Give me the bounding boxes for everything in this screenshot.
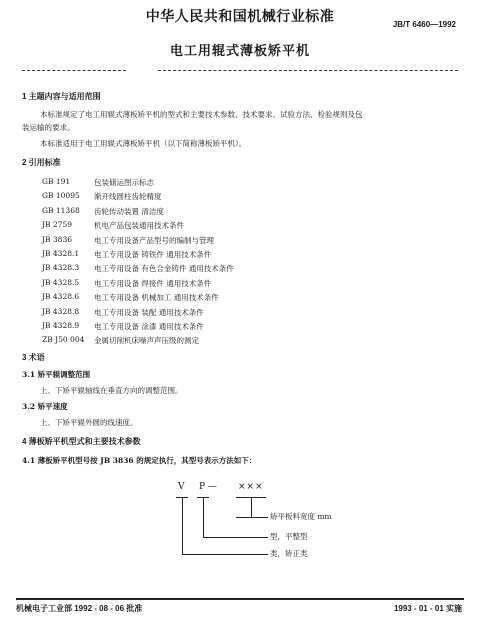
reference-title: 渐开线圆柱齿轮精度 xyxy=(94,192,162,202)
section-3-heading: 3 术语 xyxy=(22,353,45,362)
section-1-heading: 1 主题内容与适用范围 xyxy=(22,92,101,101)
leader-p-horizontal xyxy=(203,537,268,538)
reference-code: GB 11368 xyxy=(42,205,80,215)
leader-p-vertical xyxy=(203,497,204,537)
reference-code: GB 191 xyxy=(42,177,71,186)
reference-code: GB 10095 xyxy=(42,191,80,201)
reference-code: JB 4328.3 xyxy=(42,263,80,273)
standard-code: JB/T 6460—1992 xyxy=(392,20,456,29)
reference-title: 电工专用设备 铸铁件 通用技术条件 xyxy=(94,250,212,259)
model-code-p: P — xyxy=(199,482,217,492)
model-code-v: V xyxy=(178,482,185,492)
reference-code: JB 4328.1 xyxy=(42,249,80,258)
reference-title: 电工专用设备 有色合金铸件 通用技术条件 xyxy=(94,264,234,274)
label-class: 类，矫正类 xyxy=(270,549,308,558)
term-3-1-text: 上、下矫平辊轴线在垂直方向的调整范围。 xyxy=(40,386,183,395)
reference-code: JB 4328.6 xyxy=(42,292,80,302)
reference-code: JB 3836 xyxy=(42,234,72,244)
term-3-2-heading: 3.2 矫平速度 xyxy=(22,402,68,411)
document-title: 电工用辊式薄板矫平机 xyxy=(169,43,310,58)
section-1-para-2: 本标准适用于电工用辊式薄板矫平机（以下简称薄板矫平机）。 xyxy=(40,139,247,148)
implementation-date: 1993 - 01 - 01 实施 xyxy=(393,604,462,613)
title-right-rule xyxy=(158,70,458,71)
reference-code: ZB J50 004 xyxy=(42,335,85,345)
title-left-rule xyxy=(22,70,126,71)
reference-code: JB 4328.8 xyxy=(42,306,80,316)
reference-code: JB 2759 xyxy=(42,220,72,230)
section-4-heading: 4 薄板矫平机型式和主要技术参数 xyxy=(22,437,141,446)
term-3-2-text: 上、下矫平辊外圆的线速度。 xyxy=(40,418,138,427)
reference-code: JB 4328.9 xyxy=(42,321,80,330)
standard-body-title: 中华人民共和国机械行业标准 xyxy=(145,9,335,25)
section-2-heading: 2 引用标准 xyxy=(22,158,61,167)
reference-code: JB 4328.5 xyxy=(42,277,80,287)
leader-v-horizontal xyxy=(182,554,268,555)
leader-xxx-horizontal xyxy=(236,517,268,518)
section-1-para-1-line-2: 装运输的要求。 xyxy=(22,123,75,132)
reference-title: 电工专用设备 机械加工 通用技术条件 xyxy=(94,293,219,303)
section-4-1-text: 4.1 薄板矫平机型号按 JB 3836 的规定执行，其型号表示方法如下： xyxy=(22,456,257,465)
leader-v-vertical xyxy=(182,497,183,554)
reference-title: 电工专用设备 涂漆 通用技术条件 xyxy=(94,322,204,331)
reference-title: 电工专用设备产品型号的编制与管理 xyxy=(94,235,214,245)
reference-title: 齿轮传动装置 清洁度 xyxy=(94,206,164,216)
reference-title: 电工专用设备 装配 通用技术条件 xyxy=(94,307,204,317)
approval-info: 机械电子工业部 1992 - 08 - 06 批准 xyxy=(16,604,143,613)
reference-title: 包装储运图示标志 xyxy=(94,178,154,187)
leader-xxx-vertical xyxy=(251,497,252,517)
term-3-1-heading: 3.1 矫平辊调整范围 xyxy=(22,370,91,379)
label-plate-width: 矫平板料宽度 mm xyxy=(270,512,332,521)
reference-title: 机电产品包装通用技术条件 xyxy=(94,221,184,231)
reference-title: 金属切削机床噪声声压级的测定 xyxy=(94,336,199,346)
footer-rule xyxy=(16,598,464,600)
reference-title: 电工专用设备 焊接件 通用技术条件 xyxy=(94,278,212,288)
model-code-xxx: ××× xyxy=(238,482,264,492)
label-type: 型，平整型 xyxy=(270,532,308,541)
section-1-para-1-line-1: 本标准规定了电工用辊式薄板矫平机的型式和主要技术参数、技术要求、试验方法、检验规则及包 xyxy=(40,110,363,119)
